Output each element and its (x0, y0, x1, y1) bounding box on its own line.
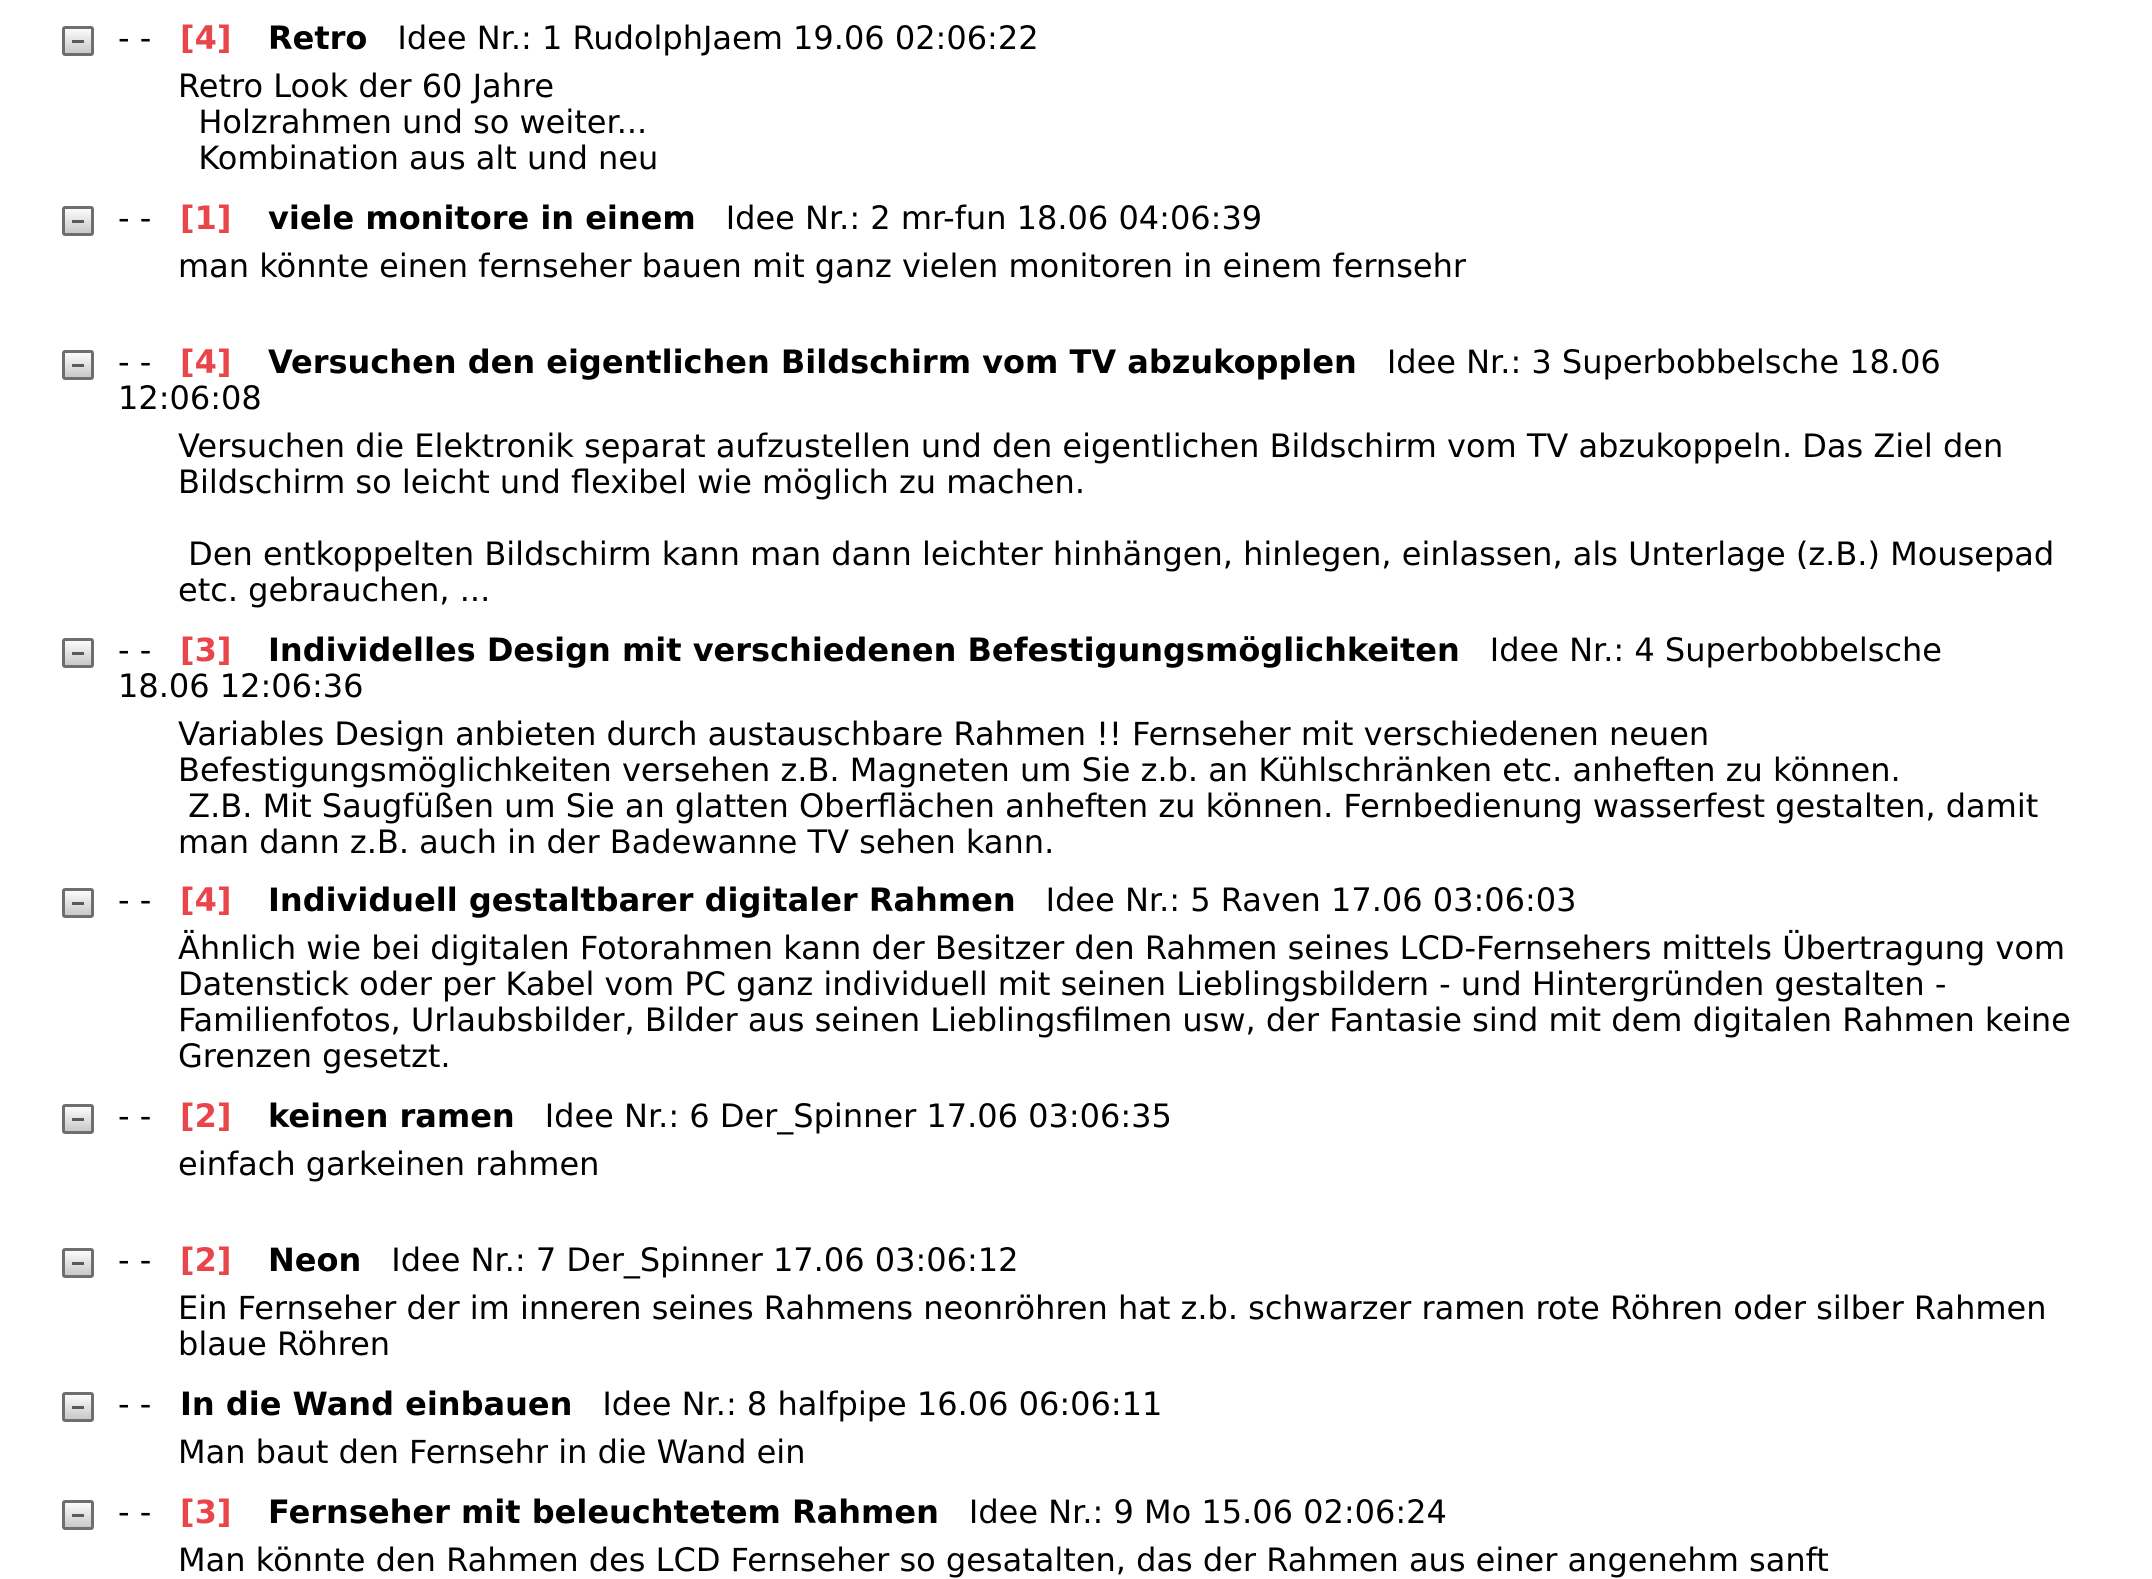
collapse-minus-icon[interactable] (62, 638, 94, 668)
idea-meta: Idee Nr.: 5 Raven 17.06 03:06:03 (1045, 881, 1577, 919)
idea-description: einfach garkeinen rahmen (178, 1145, 600, 1183)
collapse-minus-icon[interactable] (62, 1104, 94, 1134)
idea-score: [3] (180, 1493, 232, 1531)
idea-header (118, 344, 2018, 416)
idea-header (118, 20, 2038, 56)
idea-title: Retro (268, 19, 368, 57)
idea-score: [2] (180, 1241, 232, 1279)
tree-dashes: - - (118, 1241, 152, 1279)
idea-score: [3] (180, 631, 232, 669)
collapse-minus-icon[interactable] (62, 1392, 94, 1422)
collapse-minus-icon[interactable] (62, 1500, 94, 1530)
collapse-minus-icon[interactable] (62, 350, 94, 380)
idea-header (118, 882, 2038, 918)
idea-score: [4] (180, 19, 232, 57)
idea-meta: Idee Nr.: 2 mr-fun 18.06 04:06:39 (725, 199, 1263, 237)
tree-dashes: - - (118, 1493, 152, 1531)
idea-description: Man könnte den Rahmen des LCD Fernseher so gesatalten, das der Rahmen aus einer angenehm sanft (178, 1541, 1829, 1579)
idea-score: [1] (180, 199, 232, 237)
collapse-minus-icon[interactable] (62, 1248, 94, 1278)
idea-title: Neon (268, 1241, 362, 1279)
idea-title: In die Wand einbauen (180, 1385, 573, 1423)
collapse-minus-icon[interactable] (62, 888, 94, 918)
idea-title: keinen ramen (268, 1097, 515, 1135)
idea-score: [2] (180, 1097, 232, 1135)
idea-description: Ein Fernseher der im inneren seines Rahmens neonröhren hat z.b. schwarzer ramen rote Röhren oder silber Rahmen blaue Röhren (178, 1289, 2057, 1363)
idea-description: Man baut den Fernsehr in die Wand ein (178, 1433, 806, 1471)
idea-title: viele monitore in einem (268, 199, 696, 237)
idea-title: Individuell gestaltbarer digitaler Rahmen (268, 881, 1016, 919)
idea-description: Ähnlich wie bei digitalen Fotorahmen kann der Besitzer den Rahmen seines LCD-Fernsehers mittels Übertragung vom Datenstick oder per Kabel vom PC ganz individuell mit seinen Lieblingsbildern - und Hintergründen gestalten - Familienfotos, Urlaubsbilder, Bilder aus seinen Lieblingsfilmen usw, der Fantasie sind mit dem digitalen Rahmen keine Grenzen gesetzt. (178, 929, 2082, 1075)
tree-dashes: - - (118, 631, 152, 669)
idea-title: Individelles Design mit verschiedenen Befestigungsmöglichkeiten (268, 631, 1460, 669)
idea-meta: Idee Nr.: 4 Superbobbelsche 18.06 12:06:36 (118, 631, 1942, 705)
idea-header (118, 1098, 2038, 1134)
idea-description: Retro Look der 60 Jahre Holzrahmen und so weiter... Kombination aus alt und neu (178, 67, 659, 177)
idea-description: Versuchen die Elektronik separat aufzustellen und den eigentlichen Bildschirm vom TV abzukoppeln. Das Ziel den Bildschirm so leicht und flexibel wie möglich zu machen. Den entkoppelten Bildschirm kann man dann leichter hinhängen, hinlegen, einlassen, als Unterlage (z.B.) Mousepad etc. gebrauchen, ... (178, 427, 2055, 609)
idea-title: Versuchen den eigentlichen Bildschirm vom TV abzukopplen (268, 343, 1357, 381)
idea-meta: Idee Nr.: 3 Superbobbelsche 18.06 12:06:08 (118, 343, 1941, 417)
collapse-minus-icon[interactable] (62, 206, 94, 236)
tree-dashes: - - (118, 881, 152, 919)
idea-header (118, 200, 2038, 236)
idea-meta: Idee Nr.: 6 Der_Spinner 17.06 03:06:35 (544, 1097, 1172, 1135)
idea-header (118, 1386, 2038, 1422)
idea-title: Fernseher mit beleuchtetem Rahmen (268, 1493, 939, 1531)
idea-score: [4] (180, 343, 232, 381)
tree-dashes: - - (118, 343, 152, 381)
idea-header (118, 632, 2018, 704)
idea-meta: Idee Nr.: 1 RudolphJaem 19.06 02:06:22 (397, 19, 1039, 57)
tree-dashes: - - (118, 19, 152, 57)
idea-meta: Idee Nr.: 7 Der_Spinner 17.06 03:06:12 (391, 1241, 1019, 1279)
idea-header (118, 1242, 2038, 1278)
idea-description: man könnte einen fernseher bauen mit ganz vielen monitoren in einem fernsehr (178, 247, 1466, 285)
tree-dashes: - - (118, 1097, 152, 1135)
tree-dashes: - - (118, 199, 152, 237)
idea-meta: Idee Nr.: 9 Mo 15.06 02:06:24 (968, 1493, 1447, 1531)
tree-dashes: - - (118, 1385, 152, 1423)
idea-description: Variables Design anbieten durch austauschbare Rahmen !! Fernseher mit verschiedenen neuen Befestigungsmöglichkeiten versehen z.B. Magneten um Sie z.b. an Kühlschränken etc. anheften zu können. Z.B. Mit Saugfüßen um Sie an glatten Oberflächen anheften zu können. Fernbedienung wasserfest gestalten, damit man dann z.B. auch in der Badewanne TV sehen kann. (178, 715, 2039, 861)
collapse-minus-icon[interactable] (62, 26, 94, 56)
idea-score: [4] (180, 881, 232, 919)
idea-header (118, 1494, 2038, 1530)
idea-meta: Idee Nr.: 8 halfpipe 16.06 06:06:11 (602, 1385, 1163, 1423)
